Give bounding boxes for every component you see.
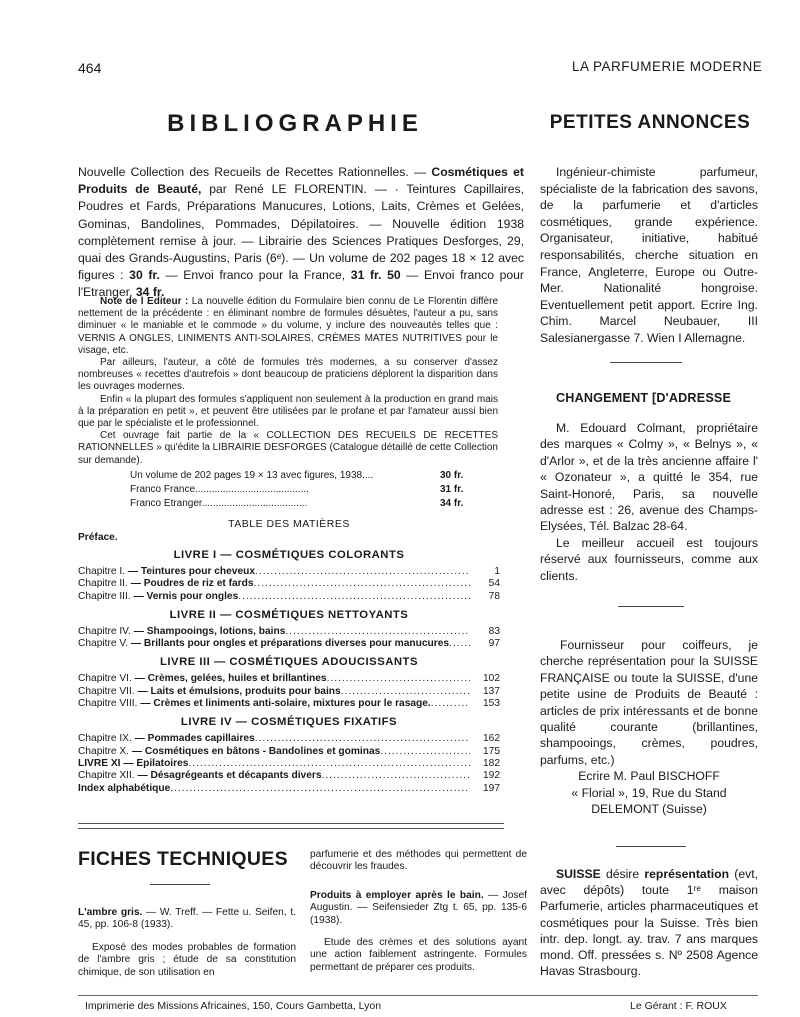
chapter-page: 83 <box>488 625 500 637</box>
chapter-title: — Teintures pour cheveux <box>127 566 256 577</box>
toc-row <box>78 758 500 770</box>
chapter-num: Index alphabétique <box>78 782 171 794</box>
toc-title: TABLE DES MATIÈRES <box>228 518 350 530</box>
fiche-ref-text: — Josef Augustin. — Seifensieder Ztg t. 65, pp. 135-6 (1938). <box>310 889 528 926</box>
chapter-num: Chapitre VI. <box>78 673 132 685</box>
chapter-page: 54 <box>488 578 500 590</box>
chapter-num: Chapitre V. <box>78 638 129 650</box>
price-row <box>130 497 490 511</box>
note-paragraph: Enfin « la plupart des formules s'appliquent non seulement à la production en grand mais à la préparation en petit », et peuvent être utilisées par le profane et par l'amateur aussi bien que par le spécialiste et le professionnel. <box>78 393 498 430</box>
chapter-title: — Brillants pour ongles et préparations diverses pour manucures <box>130 638 450 650</box>
dot-leader <box>238 591 470 603</box>
fiche-heading: L'ambre gris. <box>78 907 143 918</box>
price-row <box>130 469 490 483</box>
dot-leader <box>322 770 471 782</box>
annonce-separator <box>610 362 682 363</box>
suisse-text: (evt, avec dépôts) toute 1ʳᵉ maison Parfumerie, articles pharmaceutiques et cosmétiques pour la Suisse. Très bien intr. dep. longt. ay. trav. 7 ans marques mond. Off. pressées s. Nº 2508 Agence Havas Strasbourg. <box>540 867 759 979</box>
note-paragraph: Par ailleurs, l'auteur, a côté de formules très modernes, a su conserver d'assez nombreuses « recettes d'autrefois » dont beaucoup de praticiens déplorent la disparition dans les ouvrages modernes. <box>78 357 498 393</box>
intro-price: 34 fr. <box>135 285 165 300</box>
toc-livre-title: LIVRE IV — COSMÉTIQUES FIXATIFS <box>180 716 398 729</box>
chapter-title: — Poudres de riz et fards <box>130 578 254 590</box>
chapter-page: 97 <box>488 638 500 650</box>
price-row <box>130 483 490 497</box>
chapter-num: Chapitre IV. <box>78 625 131 637</box>
changement-title: CHANGEMENT [D'ADRESSE <box>556 391 732 405</box>
changement-text: Le meilleur accueil est toujours réservé aux fournisseurs, comme aux clients. <box>540 535 758 583</box>
toc-row <box>78 746 500 758</box>
chapter-num: Chapitre X. <box>78 745 129 757</box>
intro-text: — Envoi franco pour l'Etranger, <box>78 268 524 300</box>
intro-price: 30 fr. <box>129 268 160 283</box>
price-value: 30 fr. <box>440 470 464 481</box>
fiche-ref-text: — W. Treff. — Fette u. Seifen, t. 45, pp. 106-8 (1933). <box>78 907 296 931</box>
chapter-page: 182 <box>483 757 500 769</box>
dot-leader <box>255 566 470 578</box>
chapter-num: Chapitre IX. <box>78 733 132 745</box>
dot-leader <box>380 746 470 758</box>
chapter-page: 1 <box>494 566 500 577</box>
chapter-title: — Désagrégeants et décapants divers <box>137 770 322 782</box>
chapter-num: Chapitre XII. <box>78 770 135 782</box>
toc-livre-title: LIVRE II — COSMÉTIQUES NETTOYANTS <box>169 608 409 621</box>
dot-leader <box>188 758 470 770</box>
fiche-heading: Produits à employer après le bain. <box>310 889 484 901</box>
dot-leader <box>431 698 470 710</box>
chapter-page: 197 <box>483 782 500 794</box>
chapter-title: — Epilatoires <box>123 757 189 769</box>
chapter-title: — Shampooings, lotions, bains <box>133 625 286 637</box>
chapter-title: — Cosmétiques en bâtons - Bandolines et gominas <box>131 745 381 757</box>
intro-text: Nouvelle Collection des Recueils de Recettes Rationnelles. — <box>78 165 432 179</box>
fiche-entry-ambre <box>78 907 296 979</box>
fiche-body: Exposé des modes probables de formation de l'ambre gris ; étude de sa constitution chimique, de son utilisation en <box>78 941 296 978</box>
chapter-title: — Vernis pour ongles <box>133 590 239 602</box>
toc-row <box>78 566 500 578</box>
chapter-title: — Laits et émulsions, produits pour bains <box>137 685 341 697</box>
dot-leader <box>254 578 470 590</box>
chapter-title: — Pommades capillaires <box>134 733 255 745</box>
intro-text: — Envoi franco pour la France, <box>159 268 351 283</box>
dot-leader <box>327 673 470 685</box>
intro-price: 31 fr. 50 <box>350 268 401 283</box>
fiche-ref <box>310 890 527 927</box>
dot-leader <box>285 626 470 638</box>
suisse-keyword: représentation <box>644 867 730 881</box>
footer-printer: Imprimerie des Missions Africaines, 150, Cours Gambetta, Lyon <box>85 1000 382 1012</box>
toc-row <box>78 770 500 782</box>
chapter-num: LIVRE XI <box>78 757 121 769</box>
toc-row <box>78 698 500 710</box>
fiche-ref <box>78 907 296 932</box>
annonce-ingenieur: Ingénieur-chimiste parfumeur, spécialiste de la fabrication des savons, de la parfumerie et d'articles cosmétiques, grande expérience. Organisateur, initiative, habitué responsabilités, cherche situation en France, Angleterre, Europe ou Outre-Mer. Nationalité hongroise. Eventuellement petit apport. Ecrire Ing. Chim. Marcel Neubauer, III Salesianergasse 7. Wien I Allemagne. <box>540 165 758 345</box>
annonce-fournisseur <box>540 637 758 817</box>
toc-row <box>78 686 500 698</box>
toc-row <box>78 591 500 603</box>
chapter-page: 192 <box>483 770 500 782</box>
intro-book-title: Cosmétiques et Produits de Beauté, <box>78 165 524 197</box>
section-divider <box>78 823 504 829</box>
title-underline <box>150 884 210 885</box>
chapter-num: Chapitre VII. <box>78 685 135 697</box>
note-paragraph: Cet ouvrage fait partie de la « COLLECTION DES RECUEILS DE RECETTES RATIONNELLES » qu'édite la LIBRAIRIE DESFORGES (Catalogue détaillé de cette Collection sur demande). <box>78 430 498 466</box>
chapter-title: — Crèmes, gelées, huiles et brillantines <box>134 673 327 685</box>
price-value: 34 fr. <box>440 498 464 509</box>
suisse-text: désire <box>600 867 645 881</box>
changement-text: M. Edouard Colmant, propriétaire des marques « Colmy », « Belnys », « d'Arlor », et de la très ancienne affaire l' « Ozonateur », a quitté le 354, rue Saint-Honoré, Paris, sa nouvelle adresse est : 26, avenue des Champs-Elysées, Tél. Balzac 28-64. <box>540 421 758 534</box>
fournisseur-contact: Ecrire M. Paul BISCHOFF <box>578 769 720 784</box>
fournisseur-contact: DELEMONT (Suisse) <box>591 802 707 817</box>
annonce-changement <box>540 420 758 584</box>
chapter-page: 153 <box>483 698 500 710</box>
annonce-separator <box>618 606 684 607</box>
toc-preface: Préface. <box>78 532 118 543</box>
note-paragraph <box>78 296 498 357</box>
suisse-keyword: SUISSE <box>556 867 601 881</box>
note-label: Note de l Editeur : <box>100 296 189 307</box>
toc-row <box>78 783 500 795</box>
price-label: Un volume de 202 pages 19 × 13 avec figures, 1938.... <box>130 470 374 481</box>
fiche-entry-bain <box>310 849 527 974</box>
toc-row <box>78 578 500 590</box>
fournisseur-contact: « Florial », 19, Rue du Stand <box>571 785 727 800</box>
chapter-num: Chapitre VIII. <box>78 698 138 710</box>
chapter-page: 78 <box>488 590 500 602</box>
petites-annonces-title: PETITES ANNONCES <box>549 112 751 133</box>
page-number: 464 <box>78 60 102 76</box>
table-of-contents <box>78 518 500 795</box>
chapter-num: Chapitre I. <box>78 566 125 577</box>
dot-leader <box>449 638 470 650</box>
bibliographie-intro <box>78 164 524 302</box>
chapter-num: Chapitre III. <box>78 590 131 602</box>
toc-row <box>78 733 500 745</box>
editor-note <box>78 296 498 467</box>
fiche-body-cont: parfumerie et des méthodes qui permettent de découvrir les fraudes. <box>310 849 527 873</box>
dot-leader <box>170 783 470 795</box>
fiche-body: Etude des crèmes et des solutions ayant une action faiblement astringente. Formules permettant de préparer ces produits. <box>310 937 527 973</box>
chapter-page: 102 <box>483 673 500 685</box>
chapter-num: Chapitre II. <box>78 578 128 590</box>
bibliographie-title: BIBLIOGRAPHIE <box>167 110 423 137</box>
price-label: Franco Etranger...................................... <box>130 498 308 509</box>
footer-rule <box>78 995 758 996</box>
price-list <box>130 469 490 511</box>
intro-text: par René LE FLORENTIN. — · Teintures Capillaires, Poudres et Fards, Préparations Manucures, Lotions, Laits, Crèmes et Gelées, Gominas, Bandolines, Pommades, Dépilatoires. — Nouvelle édition 1938 complètement remise à jour. — Librairie des Sciences Pratiques Desforges, 29, quai des Grands-Augustins, Paris (6ᵉ). — Un volume de 202 pages 18 × 12 avec figures : <box>78 182 524 283</box>
toc-row <box>78 626 500 638</box>
price-value: 31 fr. <box>440 484 464 495</box>
note-text: La nouvelle édition du Formulaire bien connu de Le Florentin diffère nettement de la précédente : en éliminant nombre de formules désuètes, l'auteur a pu, sans diminuer « le maniable et le commode » du volume, y inclure des nouveautés telles que : VERNIS A ONGLES, LINIMENTS ANTI-SOLAIRES, CRÈMES MATES NUTRITIVES pour le visage, etc. <box>78 296 499 356</box>
annonce-suisse <box>540 866 758 979</box>
fiches-title: FICHES TECHNIQUES <box>78 848 288 870</box>
footer-gerant: Le Gérant : F. ROUX <box>630 1000 727 1012</box>
chapter-page: 175 <box>483 745 500 757</box>
toc-row <box>78 638 500 650</box>
toc-row <box>78 673 500 685</box>
price-label: Franco France......................................... <box>130 484 309 495</box>
fournisseur-text: Fournisseur pour coiffeurs, je cherche représentation pour la SUISSE FRANÇAISE ou toute la SUISSE, d'une petite usine de Produits de Beauté : articles de prix intéressants et de bonne qualité courante (brillantines, shampooings, crèmes, poudres, parfums, etc.) <box>540 638 758 767</box>
annonce-separator <box>616 846 686 847</box>
dot-leader <box>255 733 470 745</box>
toc-livre-title: LIVRE III — COSMÉTIQUES ADOUCISSANTS <box>160 656 418 669</box>
chapter-page: 137 <box>483 685 500 697</box>
dot-leader <box>341 686 470 698</box>
toc-livre-title: LIVRE I — COSMÉTIQUES COLORANTS <box>173 549 405 561</box>
chapter-page: 162 <box>483 733 500 745</box>
chapter-title: — Crèmes et liniments anti-solaire, mixtures pour le rasage. <box>140 698 431 710</box>
running-title: LA PARFUMERIE MODERNE <box>572 59 763 74</box>
